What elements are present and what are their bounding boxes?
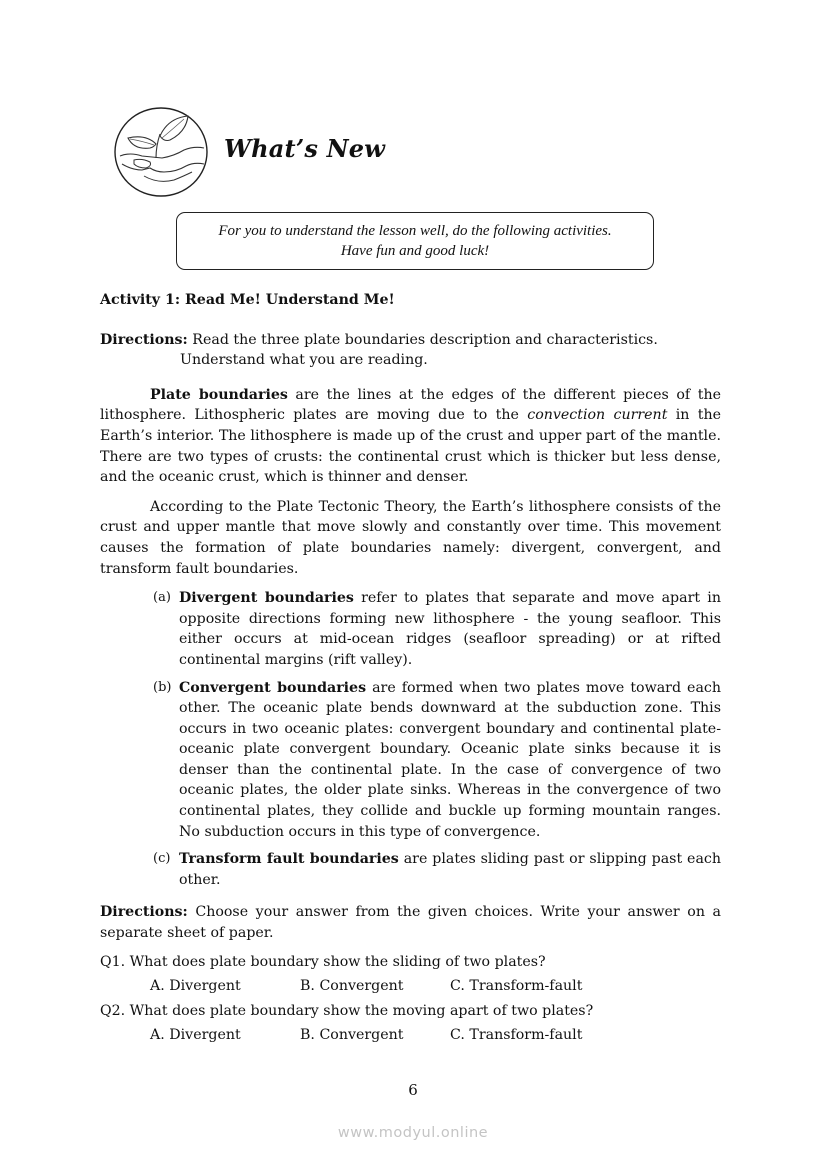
list-item-convergent — [153, 678, 721, 843]
seedling-in-hand-icon — [112, 106, 210, 198]
page-number: 6 — [408, 1081, 418, 1099]
instruction-note-box — [176, 212, 654, 270]
quiz-directions — [100, 902, 721, 943]
question-2 — [100, 1001, 721, 1046]
choice-b: B. Convergent — [300, 978, 404, 995]
list-marker: (a) — [153, 590, 171, 606]
boundary-list — [100, 588, 721, 890]
directions-text: Choose your answer from the given choices. Write your answer on a separate sheet of paper. — [100, 904, 721, 942]
list-marker: (c) — [153, 851, 171, 867]
activity-title: Activity 1: Read Me! Understand Me! — [100, 292, 395, 308]
directions-label: Directions: — [100, 331, 188, 348]
list-item-text: are plates sliding past or slipping past each other. — [179, 851, 721, 888]
paragraph-text: are the lines at the edges of the different pieces of the lithosphere. Lithospheric plates are moving due to the — [100, 386, 721, 424]
choice-a: A. Divergent — [150, 1027, 241, 1044]
question-text: Q2. What does plate boundary show the moving apart of two plates? — [100, 1002, 594, 1019]
activity-directions — [100, 330, 721, 371]
section-title: What’s New — [224, 134, 386, 163]
paragraph-text: in the Earth’s interior. The lithosphere is made up of the crust and upper part of the mantle. There are two types of crusts: the continental crust which is thicker but less dense, and the oceanic crust, which is thinner and denser. — [100, 407, 722, 486]
term-plate-boundaries: Plate boundaries — [150, 386, 288, 403]
lesson-content — [100, 290, 721, 1049]
answer-choices — [100, 976, 721, 997]
choice-c: C. Transform-fault — [450, 978, 583, 995]
list-item-text: refer to plates that separate and move apart in opposite directions forming new lithosphere - the young seafloor. This either occurs at mid-ocean ridges (seafloor spreading) or at rifted continental margins (rift valley). — [179, 590, 721, 668]
paragraph-plate-boundaries — [100, 385, 721, 488]
choice-c: C. Transform-fault — [450, 1027, 583, 1044]
note-line-2: Have fun and good luck! — [340, 243, 490, 259]
paragraph-plate-tectonic-theory: According to the Plate Tectonic Theory, the Earth’s lithosphere consists of the crust and upper mantle that move slowly and constantly over time. This movement causes the formation of plate boundaries namely: divergent, convergent, and transform fault boundaries. — [100, 498, 721, 577]
question-1 — [100, 952, 721, 997]
choice-b: B. Convergent — [300, 1027, 404, 1044]
list-marker: (b) — [153, 679, 172, 695]
term-convergent: Convergent boundaries — [179, 679, 367, 696]
term-transform: Transform fault boundaries — [179, 851, 399, 868]
answer-choices — [100, 1025, 721, 1046]
directions-label: Directions: — [100, 904, 188, 921]
list-item-text: are formed when two plates move toward each other. The oceanic plate bends downward at the subduction zone. This occurs in two oceanic plates: convergent boundary and continental plate-oceanic plate convergent boundary. Oceanic plate sinks because it is denser than the continental plate. In the case of convergence of two oceanic plates, the older plate sinks. Whereas in the convergence of two continental plates, they collide and buckle up forming mountain ranges. No subduction occurs in this type of convergence. — [179, 679, 721, 840]
question-text: Q1. What does plate boundary show the sliding of two plates? — [100, 953, 546, 970]
term-convection-current: convection current — [527, 407, 668, 424]
directions-text-1: Read the three plate boundaries description and characteristics. — [192, 331, 658, 348]
list-item-transform — [153, 849, 721, 890]
watermark: www.modyul.online — [337, 1125, 489, 1141]
note-line-1: For you to understand the lesson well, do the following activities. — [218, 223, 612, 239]
choice-a: A. Divergent — [150, 978, 241, 995]
term-divergent: Divergent boundaries — [179, 590, 354, 607]
directions-text-2: Understand what you are reading. — [180, 352, 428, 369]
list-item-divergent — [153, 588, 721, 670]
